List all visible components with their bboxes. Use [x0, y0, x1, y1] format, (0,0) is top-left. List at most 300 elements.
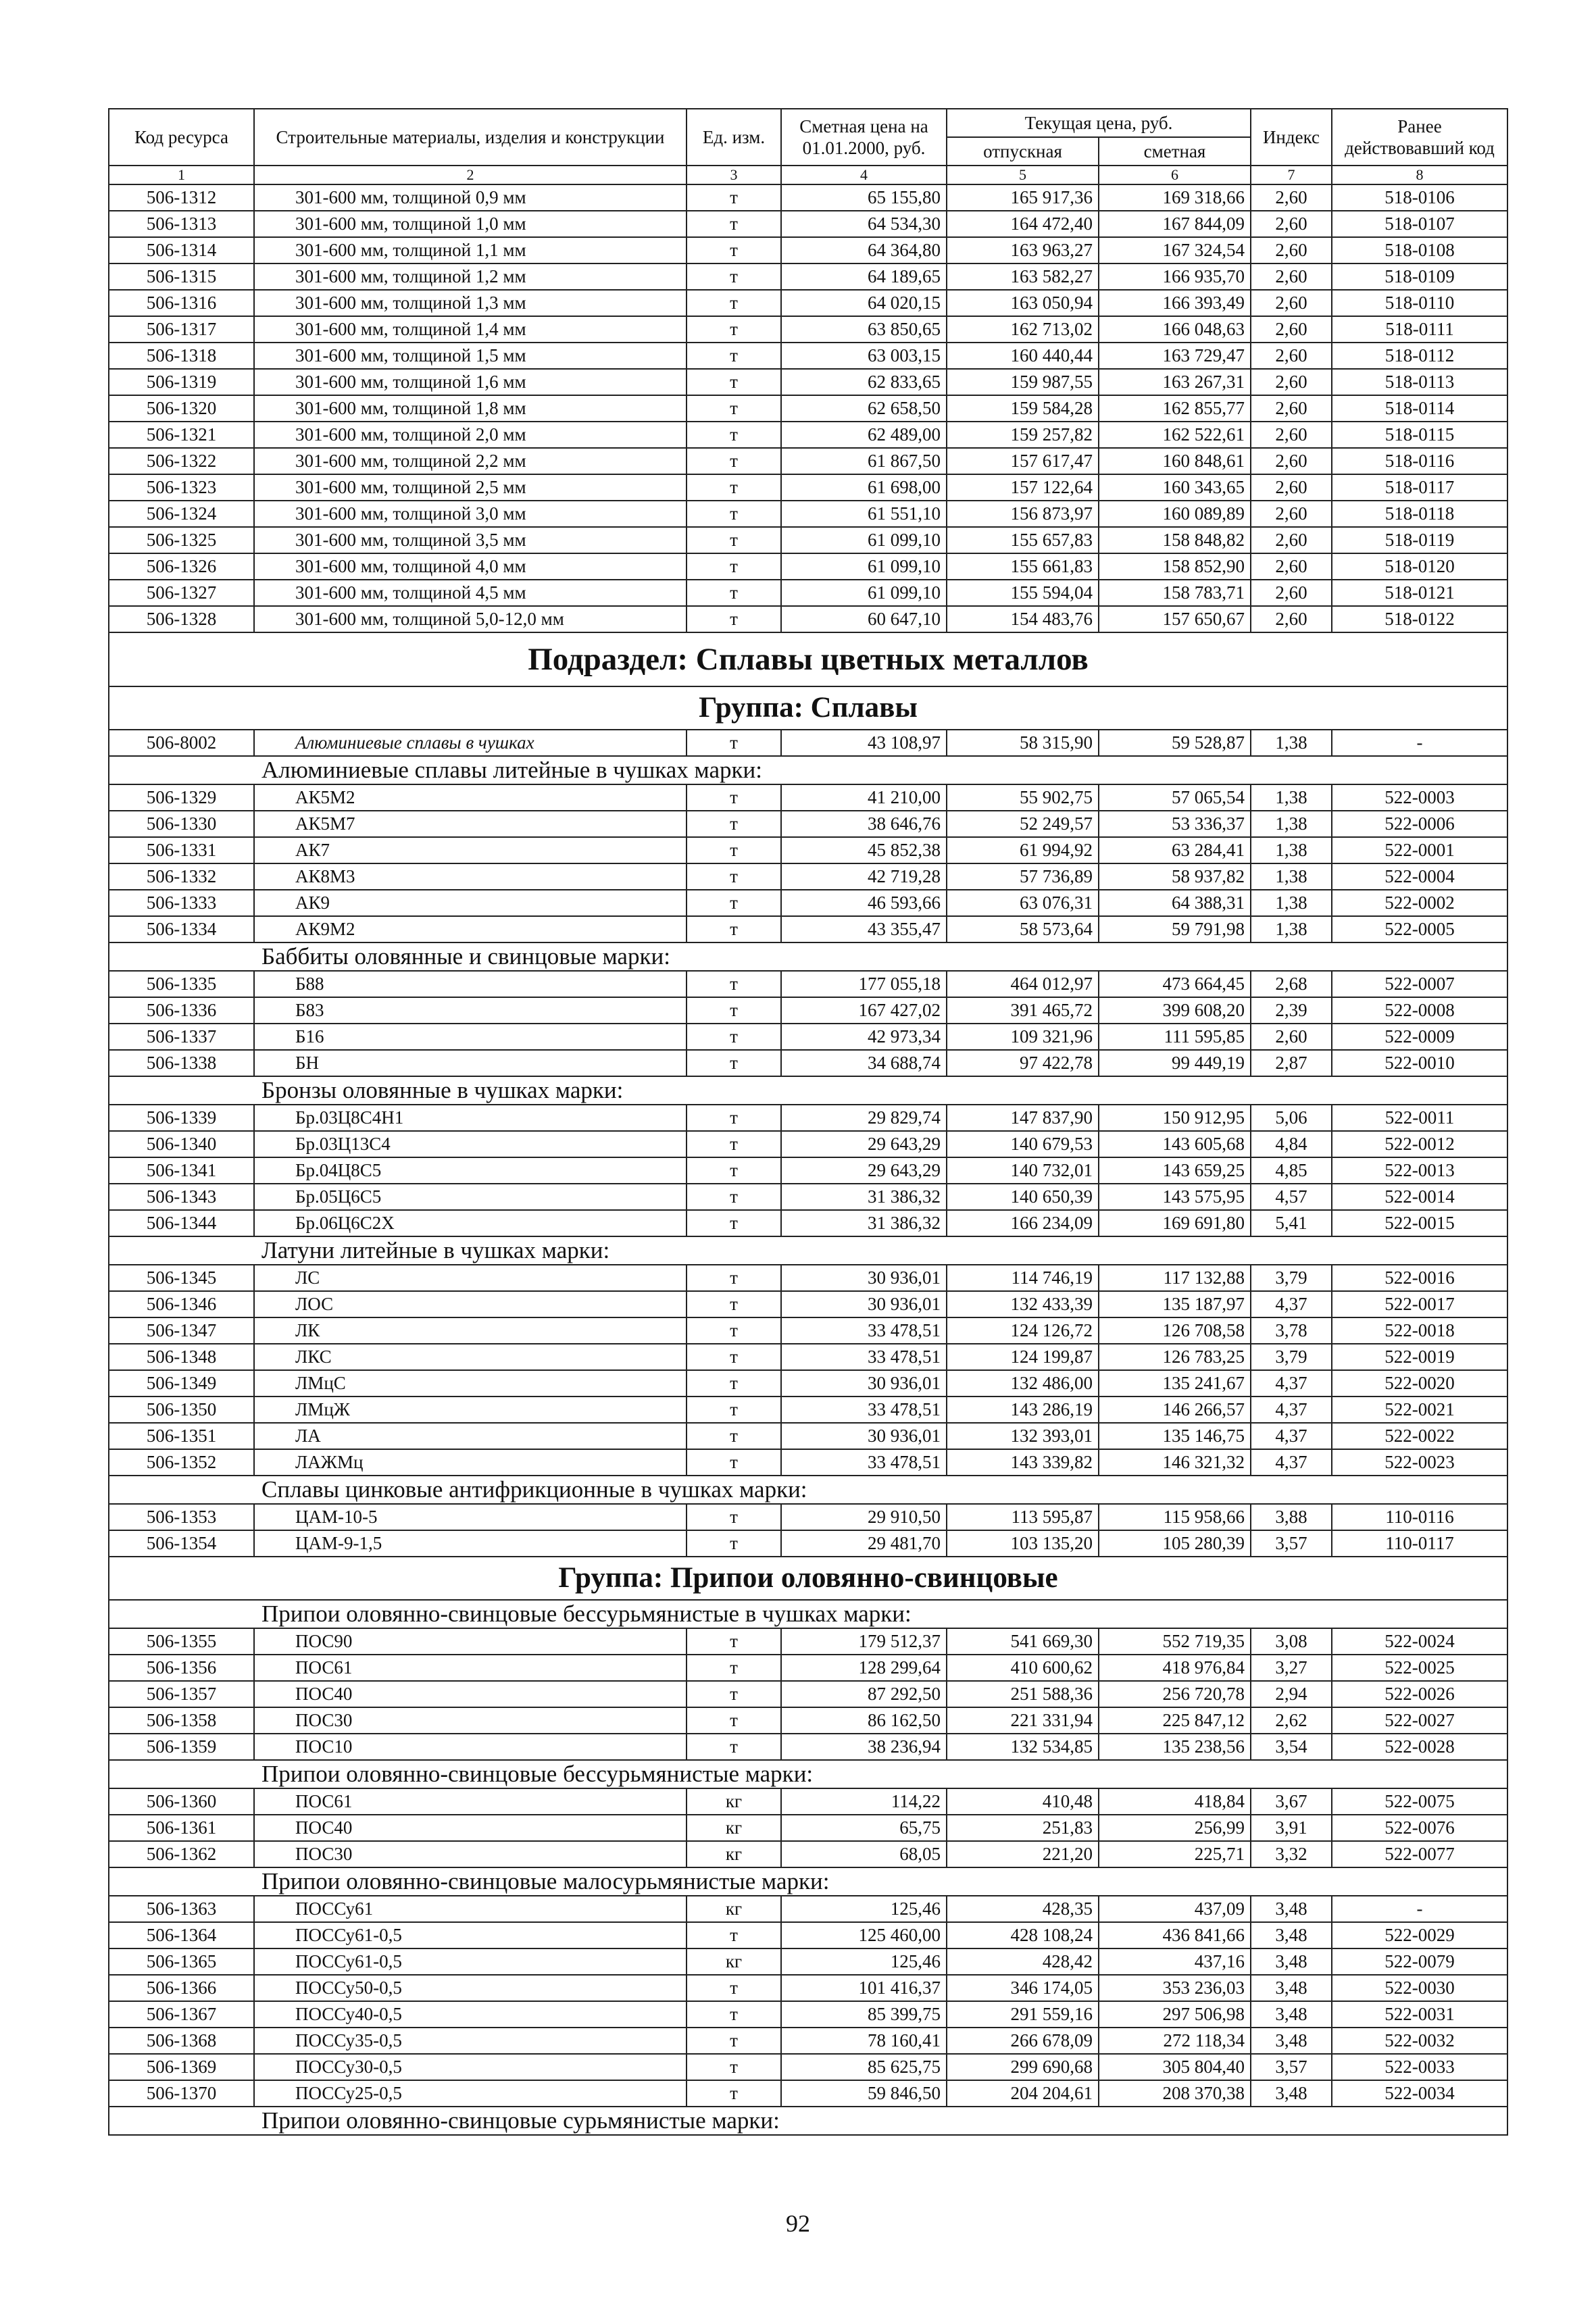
old-code-cell: 522-0014 — [1332, 1184, 1507, 1210]
old-code-cell: 110-0117 — [1332, 1530, 1507, 1557]
material-name-cell: ПОССу61-0,5 — [254, 1948, 687, 1975]
estimate-price-cell: 418,84 — [1099, 1788, 1251, 1815]
estimate-price-cell: 163 729,47 — [1099, 343, 1251, 369]
old-code-cell: 522-0031 — [1332, 2001, 1507, 2028]
old-code-cell: 522-0027 — [1332, 1707, 1507, 1734]
table-row — [109, 916, 1507, 942]
release-price-cell: 155 657,83 — [947, 527, 1099, 553]
base-price-cell: 41 210,00 — [781, 784, 947, 811]
estimate-price-cell: 143 605,68 — [1099, 1131, 1251, 1157]
base-price-cell: 31 386,32 — [781, 1184, 947, 1210]
table-row — [109, 501, 1507, 527]
resource-code-cell: 506-1329 — [109, 784, 254, 811]
estimate-price-cell: 436 841,66 — [1099, 1922, 1251, 1948]
index-cell: 4,84 — [1251, 1131, 1332, 1157]
table-row — [109, 606, 1507, 632]
table-row — [109, 1948, 1507, 1975]
release-price-cell: 154 483,76 — [947, 606, 1099, 632]
base-price-cell: 29 643,29 — [781, 1131, 947, 1157]
release-price-cell: 163 963,27 — [947, 237, 1099, 263]
release-price-cell: 346 174,05 — [947, 1975, 1099, 2001]
estimate-price-cell: 166 935,70 — [1099, 263, 1251, 290]
table-row — [109, 1530, 1507, 1557]
unit-cell: т — [687, 474, 781, 501]
release-price-cell: 155 661,83 — [947, 553, 1099, 580]
material-name-cell: ПОССу61 — [254, 1896, 687, 1922]
table-row — [109, 1449, 1507, 1476]
index-cell: 2,60 — [1251, 448, 1332, 474]
unit-cell: т — [687, 1131, 781, 1157]
material-name-cell: ЛК — [254, 1317, 687, 1344]
table-row — [109, 1024, 1507, 1050]
resource-code-cell: 506-1354 — [109, 1530, 254, 1557]
estimate-price-cell: 126 783,25 — [1099, 1344, 1251, 1370]
material-name-cell: ПОС30 — [254, 1841, 687, 1867]
estimate-price-cell: 208 370,38 — [1099, 2080, 1251, 2107]
unit-cell: т — [687, 343, 781, 369]
release-price-cell: 63 076,31 — [947, 890, 1099, 916]
estimate-price-cell: 99 449,19 — [1099, 1050, 1251, 1076]
estimate-price-cell: 167 324,54 — [1099, 237, 1251, 263]
resource-code-cell: 506-1351 — [109, 1423, 254, 1449]
table-row — [109, 1105, 1507, 1131]
table-row — [109, 1628, 1507, 1655]
material-name-cell: 301-600 мм, толщиной 2,2 мм — [254, 448, 687, 474]
column-number: 3 — [687, 166, 781, 184]
base-price-cell: 101 416,37 — [781, 1975, 947, 2001]
old-code-cell: 522-0003 — [1332, 784, 1507, 811]
unit-cell: т — [687, 290, 781, 316]
material-name-cell: 301-600 мм, толщиной 1,1 мм — [254, 237, 687, 263]
resource-code-cell: 506-1357 — [109, 1681, 254, 1707]
estimate-price-cell: 160 089,89 — [1099, 501, 1251, 527]
base-price-cell: 30 936,01 — [781, 1370, 947, 1397]
base-price-cell: 42 973,34 — [781, 1024, 947, 1050]
release-price-cell: 58 573,64 — [947, 916, 1099, 942]
material-name-cell: Б88 — [254, 971, 687, 997]
header-release-price: отпускная — [947, 137, 1099, 166]
base-price-cell: 85 399,75 — [781, 2001, 947, 2028]
old-code-cell: 522-0030 — [1332, 1975, 1507, 2001]
base-price-cell: 29 643,29 — [781, 1157, 947, 1184]
release-price-cell: 291 559,16 — [947, 2001, 1099, 2028]
resource-code-cell: 506-1314 — [109, 237, 254, 263]
estimate-price-cell: 111 595,85 — [1099, 1024, 1251, 1050]
base-price-cell: 177 055,18 — [781, 971, 947, 997]
base-price-cell: 114,22 — [781, 1788, 947, 1815]
table-row — [109, 1157, 1507, 1184]
base-price-cell: 38 646,76 — [781, 811, 947, 837]
table-row — [109, 527, 1507, 553]
estimate-price-cell: 256,99 — [1099, 1815, 1251, 1841]
material-name-cell: ПОС40 — [254, 1815, 687, 1841]
resource-code-cell: 506-1332 — [109, 863, 254, 890]
estimate-price-cell: 418 976,84 — [1099, 1655, 1251, 1681]
unit-cell: т — [687, 971, 781, 997]
estimate-price-cell: 146 321,32 — [1099, 1449, 1251, 1476]
estimate-price-cell: 57 065,54 — [1099, 784, 1251, 811]
release-price-cell: 97 422,78 — [947, 1050, 1099, 1076]
group-heading: Группа: Сплавы — [109, 686, 1507, 730]
release-price-cell: 157 617,47 — [947, 448, 1099, 474]
unit-cell: кг — [687, 1815, 781, 1841]
unit-cell: т — [687, 1344, 781, 1370]
table-row — [109, 811, 1507, 837]
resource-code-cell: 506-1317 — [109, 316, 254, 343]
table-body — [109, 184, 1507, 2135]
resource-code-cell: 506-1364 — [109, 1922, 254, 1948]
group-heading-row — [109, 686, 1507, 730]
unit-cell: т — [687, 863, 781, 890]
resource-code-cell: 506-1367 — [109, 2001, 254, 2028]
old-code-cell: 518-0118 — [1332, 501, 1507, 527]
index-cell: 3,78 — [1251, 1317, 1332, 1344]
unit-cell: т — [687, 1184, 781, 1210]
old-code-cell: 518-0114 — [1332, 395, 1507, 422]
old-code-cell: - — [1332, 730, 1507, 756]
table-row — [109, 730, 1507, 756]
column-number: 6 — [1099, 166, 1251, 184]
table-row — [109, 1734, 1507, 1760]
index-cell: 2,39 — [1251, 997, 1332, 1024]
index-cell: 3,79 — [1251, 1344, 1332, 1370]
unit-cell: т — [687, 837, 781, 863]
resource-code-cell: 506-1348 — [109, 1344, 254, 1370]
old-code-cell: 518-0110 — [1332, 290, 1507, 316]
index-cell: 2,60 — [1251, 316, 1332, 343]
index-cell: 3,48 — [1251, 1948, 1332, 1975]
material-name-cell: ПОС61 — [254, 1788, 687, 1815]
index-cell: 3,57 — [1251, 2054, 1332, 2080]
base-price-cell: 33 478,51 — [781, 1449, 947, 1476]
unit-cell: т — [687, 1024, 781, 1050]
table-row — [109, 971, 1507, 997]
table-row — [109, 263, 1507, 290]
unit-cell: т — [687, 184, 781, 211]
old-code-cell: 522-0025 — [1332, 1655, 1507, 1681]
base-price-cell: 179 512,37 — [781, 1628, 947, 1655]
resource-code-cell: 506-1340 — [109, 1131, 254, 1157]
resource-code-cell: 506-1331 — [109, 837, 254, 863]
material-name-cell: 301-600 мм, толщиной 1,2 мм — [254, 263, 687, 290]
unit-cell: т — [687, 580, 781, 606]
index-cell: 4,57 — [1251, 1184, 1332, 1210]
release-price-cell: 428 108,24 — [947, 1922, 1099, 1948]
base-price-cell: 29 829,74 — [781, 1105, 947, 1131]
old-code-cell: 518-0113 — [1332, 369, 1507, 395]
index-cell: 1,38 — [1251, 890, 1332, 916]
base-price-cell: 87 292,50 — [781, 1681, 947, 1707]
resource-code-cell: 506-1322 — [109, 448, 254, 474]
estimate-price-cell: 437,16 — [1099, 1948, 1251, 1975]
table-row — [109, 211, 1507, 237]
header-base-price: Сметная цена на 01.01.2000, руб. — [781, 109, 947, 166]
unit-cell: т — [687, 1105, 781, 1131]
release-price-cell: 103 135,20 — [947, 1530, 1099, 1557]
estimate-price-cell: 58 937,82 — [1099, 863, 1251, 890]
header-estimate-price: сметная — [1099, 137, 1251, 166]
material-name-cell: ПОССу25-0,5 — [254, 2080, 687, 2107]
release-price-cell: 299 690,68 — [947, 2054, 1099, 2080]
table-row — [109, 1397, 1507, 1423]
old-code-cell: 522-0019 — [1332, 1344, 1507, 1370]
old-code-cell: 518-0107 — [1332, 211, 1507, 237]
material-name-cell: ПОССу61-0,5 — [254, 1922, 687, 1948]
category-caption: Припои оловянно-свинцовые бессурьмянистые марки: — [109, 1760, 1507, 1788]
old-code-cell: 522-0020 — [1332, 1370, 1507, 1397]
material-name-cell: ЛС — [254, 1265, 687, 1291]
old-code-cell: 518-0112 — [1332, 343, 1507, 369]
estimate-price-cell: 166 048,63 — [1099, 316, 1251, 343]
release-price-cell: 147 837,90 — [947, 1105, 1099, 1131]
index-cell: 3,48 — [1251, 2080, 1332, 2107]
unit-cell: т — [687, 2001, 781, 2028]
table-row — [109, 1655, 1507, 1681]
material-name-cell: Б83 — [254, 997, 687, 1024]
material-name-cell: ЦАМ-9-1,5 — [254, 1530, 687, 1557]
release-price-cell: 251,83 — [947, 1815, 1099, 1841]
header-index: Индекс — [1251, 109, 1332, 166]
table-row — [109, 1922, 1507, 1948]
old-code-cell: 522-0026 — [1332, 1681, 1507, 1707]
index-cell: 3,48 — [1251, 2028, 1332, 2054]
old-code-cell: 518-0120 — [1332, 553, 1507, 580]
resource-code-cell: 506-1344 — [109, 1210, 254, 1236]
release-price-cell: 428,35 — [947, 1896, 1099, 1922]
table-row — [109, 784, 1507, 811]
index-cell: 2,60 — [1251, 184, 1332, 211]
unit-cell: т — [687, 2054, 781, 2080]
base-price-cell: 33 478,51 — [781, 1344, 947, 1370]
index-cell: 2,87 — [1251, 1050, 1332, 1076]
resource-code-cell: 506-1325 — [109, 527, 254, 553]
resource-code-cell: 506-1366 — [109, 1975, 254, 2001]
material-name-cell: ПОС10 — [254, 1734, 687, 1760]
old-code-cell: 522-0012 — [1332, 1131, 1507, 1157]
material-name-cell: 301-600 мм, толщиной 1,8 мм — [254, 395, 687, 422]
base-price-cell: 64 189,65 — [781, 263, 947, 290]
old-code-cell: 522-0076 — [1332, 1815, 1507, 1841]
material-name-cell: АК7 — [254, 837, 687, 863]
resource-code-cell: 506-8002 — [109, 730, 254, 756]
column-number: 2 — [254, 166, 687, 184]
index-cell: 2,60 — [1251, 422, 1332, 448]
index-cell: 2,60 — [1251, 1024, 1332, 1050]
unit-cell: т — [687, 553, 781, 580]
resource-code-cell: 506-1360 — [109, 1788, 254, 1815]
resource-code-cell: 506-1369 — [109, 2054, 254, 2080]
resource-code-cell: 506-1363 — [109, 1896, 254, 1922]
resource-code-cell: 506-1312 — [109, 184, 254, 211]
index-cell: 2,60 — [1251, 527, 1332, 553]
table-row — [109, 863, 1507, 890]
unit-cell: т — [687, 606, 781, 632]
material-name-cell: АК8М3 — [254, 863, 687, 890]
price-table-sheet — [108, 108, 1507, 2136]
table-row — [109, 422, 1507, 448]
index-cell: 4,85 — [1251, 1157, 1332, 1184]
estimate-price-cell: 135 241,67 — [1099, 1370, 1251, 1397]
resource-code-cell: 506-1323 — [109, 474, 254, 501]
release-price-cell: 464 012,97 — [947, 971, 1099, 997]
base-price-cell: 34 688,74 — [781, 1050, 947, 1076]
base-price-cell: 63 003,15 — [781, 343, 947, 369]
base-price-cell: 61 099,10 — [781, 580, 947, 606]
old-code-cell: 522-0001 — [1332, 837, 1507, 863]
resource-code-cell: 506-1355 — [109, 1628, 254, 1655]
estimate-price-cell: 225,71 — [1099, 1841, 1251, 1867]
table-row — [109, 2028, 1507, 2054]
index-cell: 1,38 — [1251, 837, 1332, 863]
material-name-cell: ПОС40 — [254, 1681, 687, 1707]
base-price-cell: 60 647,10 — [781, 606, 947, 632]
material-name-cell: 301-600 мм, толщиной 3,0 мм — [254, 501, 687, 527]
estimate-price-cell: 135 146,75 — [1099, 1423, 1251, 1449]
resource-code-cell: 506-1347 — [109, 1317, 254, 1344]
base-price-cell: 38 236,94 — [781, 1734, 947, 1760]
estimate-price-cell: 158 848,82 — [1099, 527, 1251, 553]
old-code-cell: 522-0005 — [1332, 916, 1507, 942]
resource-code-cell: 506-1358 — [109, 1707, 254, 1734]
release-price-cell: 58 315,90 — [947, 730, 1099, 756]
resource-code-cell: 506-1328 — [109, 606, 254, 632]
unit-cell: т — [687, 1050, 781, 1076]
release-price-cell: 221 331,94 — [947, 1707, 1099, 1734]
category-caption: Припои оловянно-свинцовые сурьмянистые марки: — [109, 2107, 1507, 2135]
base-price-cell: 61 867,50 — [781, 448, 947, 474]
category-caption: Припои оловянно-свинцовые бессурьмянистые в чушках марки: — [109, 1600, 1507, 1628]
resource-code-cell: 506-1356 — [109, 1655, 254, 1681]
table-header — [109, 109, 1507, 184]
base-price-cell: 30 936,01 — [781, 1291, 947, 1317]
material-name-cell: Бр.05Ц6С5 — [254, 1184, 687, 1210]
index-cell: 3,79 — [1251, 1265, 1332, 1291]
material-name-cell: 301-600 мм, толщиной 1,6 мм — [254, 369, 687, 395]
unit-cell: т — [687, 237, 781, 263]
estimate-price-cell: 353 236,03 — [1099, 1975, 1251, 2001]
table-row — [109, 2054, 1507, 2080]
category-caption-row — [109, 1076, 1507, 1105]
old-code-cell: 110-0116 — [1332, 1504, 1507, 1530]
old-code-cell: 522-0011 — [1332, 1105, 1507, 1131]
material-name-cell: 301-600 мм, толщиной 2,5 мм — [254, 474, 687, 501]
table-row — [109, 1841, 1507, 1867]
subsection-heading-row — [109, 632, 1507, 686]
table-row — [109, 1896, 1507, 1922]
index-cell: 5,06 — [1251, 1105, 1332, 1131]
old-code-cell: 522-0029 — [1332, 1922, 1507, 1948]
table-row — [109, 1370, 1507, 1397]
base-price-cell: 30 936,01 — [781, 1265, 947, 1291]
release-price-cell: 140 679,53 — [947, 1131, 1099, 1157]
table-row — [109, 1131, 1507, 1157]
release-price-cell: 159 257,82 — [947, 422, 1099, 448]
old-code-cell: 522-0010 — [1332, 1050, 1507, 1076]
table-row — [109, 1265, 1507, 1291]
unit-cell: т — [687, 784, 781, 811]
unit-cell: т — [687, 730, 781, 756]
release-price-cell: 140 732,01 — [947, 1157, 1099, 1184]
index-cell: 1,38 — [1251, 811, 1332, 837]
unit-cell: т — [687, 501, 781, 527]
release-price-cell: 391 465,72 — [947, 997, 1099, 1024]
release-price-cell: 166 234,09 — [947, 1210, 1099, 1236]
material-name-cell: ЛМцЖ — [254, 1397, 687, 1423]
base-price-cell: 64 364,80 — [781, 237, 947, 263]
material-name-cell: ПОССу35-0,5 — [254, 2028, 687, 2054]
release-price-cell: 132 393,01 — [947, 1423, 1099, 1449]
base-price-cell: 86 162,50 — [781, 1707, 947, 1734]
release-price-cell: 251 588,36 — [947, 1681, 1099, 1707]
resource-code-cell: 506-1345 — [109, 1265, 254, 1291]
release-price-cell: 124 199,87 — [947, 1344, 1099, 1370]
estimate-price-cell: 163 267,31 — [1099, 369, 1251, 395]
index-cell: 2,60 — [1251, 580, 1332, 606]
release-price-cell: 160 440,44 — [947, 343, 1099, 369]
material-name-cell: ЛА — [254, 1423, 687, 1449]
old-code-cell: 518-0106 — [1332, 184, 1507, 211]
release-price-cell: 156 873,97 — [947, 501, 1099, 527]
unit-cell: т — [687, 422, 781, 448]
material-name-cell: Бр.03Ц13С4 — [254, 1131, 687, 1157]
table-row — [109, 890, 1507, 916]
material-name-cell: 301-600 мм, толщиной 0,9 мм — [254, 184, 687, 211]
release-price-cell: 61 994,92 — [947, 837, 1099, 863]
base-price-cell: 68,05 — [781, 1841, 947, 1867]
unit-cell: т — [687, 1922, 781, 1948]
release-price-cell: 124 126,72 — [947, 1317, 1099, 1344]
unit-cell: т — [687, 811, 781, 837]
base-price-cell: 78 160,41 — [781, 2028, 947, 2054]
estimate-price-cell: 143 575,95 — [1099, 1184, 1251, 1210]
material-name-cell: ПОССу50-0,5 — [254, 1975, 687, 2001]
resource-code-cell: 506-1337 — [109, 1024, 254, 1050]
estimate-price-cell: 59 791,98 — [1099, 916, 1251, 942]
header-current-price: Текущая цена, руб. — [947, 109, 1251, 137]
estimate-price-cell: 225 847,12 — [1099, 1707, 1251, 1734]
unit-cell: т — [687, 1734, 781, 1760]
index-cell: 2,60 — [1251, 606, 1332, 632]
old-code-cell: 522-0075 — [1332, 1788, 1507, 1815]
table-row — [109, 2001, 1507, 2028]
estimate-price-cell: 158 852,90 — [1099, 553, 1251, 580]
index-cell: 4,37 — [1251, 1291, 1332, 1317]
estimate-price-cell: 162 855,77 — [1099, 395, 1251, 422]
estimate-price-cell: 146 266,57 — [1099, 1397, 1251, 1423]
base-price-cell: 61 551,10 — [781, 501, 947, 527]
unit-cell: т — [687, 1655, 781, 1681]
index-cell: 1,38 — [1251, 784, 1332, 811]
material-name-cell: Б16 — [254, 1024, 687, 1050]
old-code-cell: 522-0023 — [1332, 1449, 1507, 1476]
estimate-price-cell: 64 388,31 — [1099, 890, 1251, 916]
unit-cell: т — [687, 211, 781, 237]
material-name-cell: 301-600 мм, толщиной 5,0-12,0 мм — [254, 606, 687, 632]
base-price-cell: 125 460,00 — [781, 1922, 947, 1948]
unit-cell: т — [687, 1975, 781, 2001]
resource-code-cell: 506-1352 — [109, 1449, 254, 1476]
estimate-price-cell: 473 664,45 — [1099, 971, 1251, 997]
table-row — [109, 1317, 1507, 1344]
index-cell: 3,88 — [1251, 1504, 1332, 1530]
category-caption: Латуни литейные в чушках марки: — [109, 1236, 1507, 1265]
subsection-heading: Подраздел: Сплавы цветных металлов — [109, 632, 1507, 686]
release-price-cell: 266 678,09 — [947, 2028, 1099, 2054]
old-code-cell: 522-0077 — [1332, 1841, 1507, 1867]
category-caption-row — [109, 756, 1507, 784]
table-row — [109, 997, 1507, 1024]
material-name-cell: 301-600 мм, толщиной 1,3 мм — [254, 290, 687, 316]
